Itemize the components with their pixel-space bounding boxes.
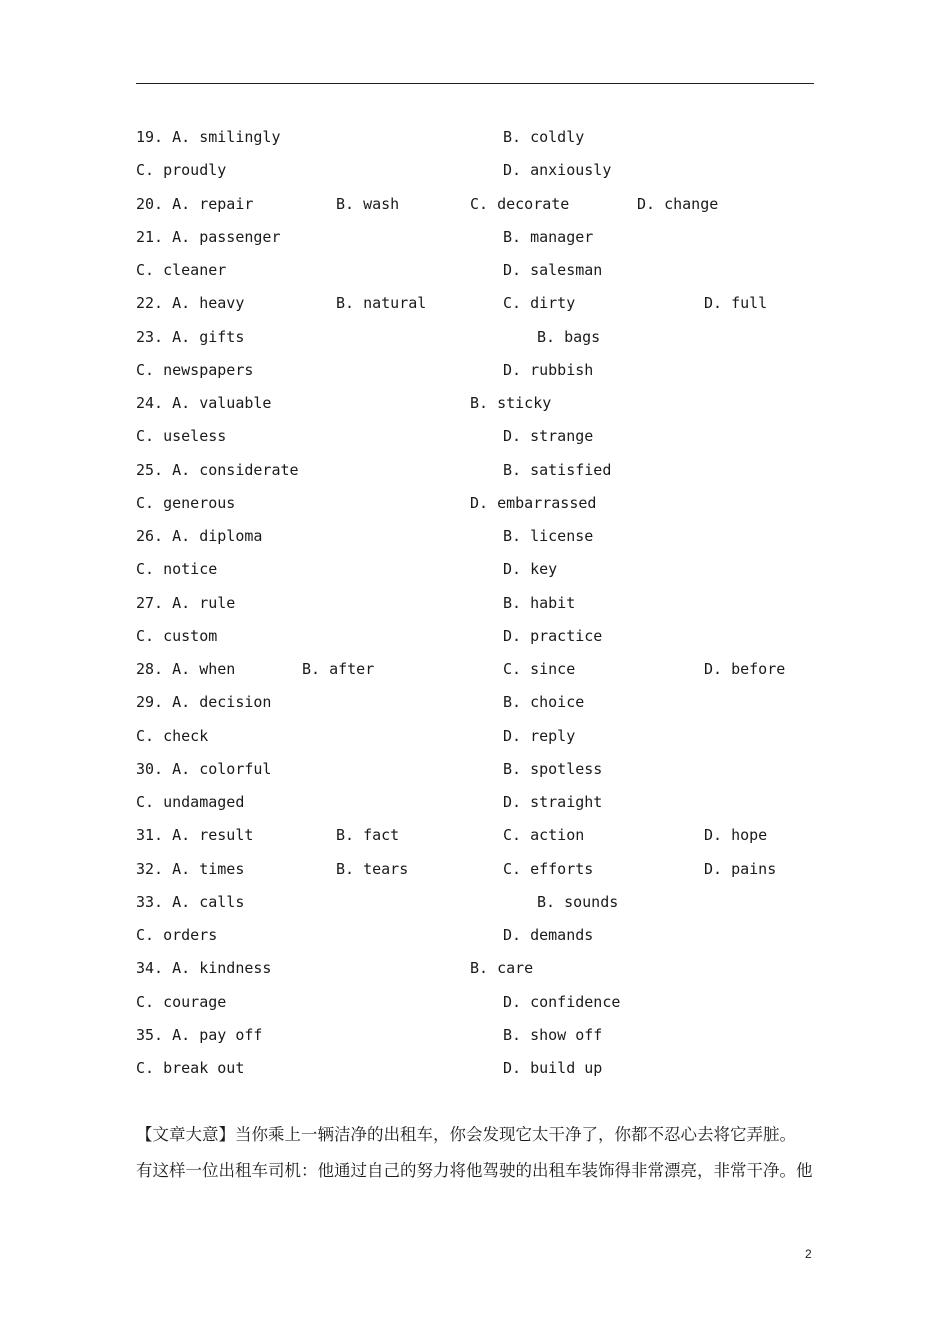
option-line [0, 857, 950, 881]
option-text: D. pains [704, 859, 777, 878]
option-line [0, 225, 950, 249]
option-line [0, 890, 950, 914]
option-line [0, 690, 950, 714]
option-text: C. action [503, 826, 585, 845]
option-line [0, 458, 950, 482]
option-text: D. hope [704, 826, 768, 845]
option-text: D. anxiously [503, 161, 612, 180]
option-text: D. strange [503, 427, 594, 446]
option-text: 21. A. passenger [136, 227, 281, 246]
page-number: 2 [805, 1247, 812, 1261]
summary-line-1: 【文章大意】当你乘上一辆洁净的出租车，你会发现它太干净了，你都不忍心去将它弄脏。 [136, 1125, 796, 1144]
option-text: C. check [136, 726, 209, 745]
option-text: D. straight [503, 793, 603, 811]
option-line [0, 391, 950, 415]
option-line [0, 291, 950, 315]
option-text: C. custom [136, 626, 218, 645]
option-text: 31. A. result [136, 826, 254, 845]
option-text: D. build up [503, 1059, 603, 1077]
option-line [0, 724, 950, 748]
option-line [0, 158, 950, 182]
option-text: D. change [637, 194, 719, 213]
option-line [0, 923, 950, 947]
option-text: 34. A. kindness [136, 959, 272, 978]
option-text: C. dirty [503, 294, 576, 313]
option-text: C. break out [136, 1059, 245, 1077]
option-line [0, 125, 950, 149]
option-text: 33. A. calls [136, 892, 245, 911]
option-text: C. undamaged [136, 793, 245, 811]
option-text: B. show off [503, 1025, 603, 1044]
option-text: B. sounds [537, 892, 619, 911]
option-text: C. efforts [503, 859, 594, 878]
option-text: B. tears [336, 859, 409, 878]
option-text: B. habit [503, 593, 576, 612]
option-text: C. courage [136, 992, 227, 1011]
option-line [0, 823, 950, 847]
option-text: D. demands [503, 926, 594, 944]
option-text: D. key [503, 560, 558, 579]
option-line [0, 1056, 950, 1080]
option-text: B. bags [537, 327, 601, 346]
option-text: 32. A. times [136, 859, 245, 878]
option-line [0, 524, 950, 548]
option-line [0, 790, 950, 814]
option-text: 19. A. smilingly [136, 128, 281, 146]
option-text: D. embarrassed [470, 493, 597, 512]
option-text: B. choice [503, 693, 585, 712]
option-line [0, 491, 950, 515]
option-line [0, 192, 950, 216]
option-line [0, 591, 950, 615]
option-text: 25. A. considerate [136, 460, 299, 479]
option-text: C. proudly [136, 161, 227, 180]
option-text: 20. A. repair [136, 194, 254, 213]
option-text: 35. A. pay off [136, 1025, 263, 1044]
option-text: 30. A. colorful [136, 759, 272, 778]
option-text: B. natural [336, 294, 427, 313]
option-text: D. full [704, 294, 768, 313]
option-text: B. fact [336, 826, 400, 845]
option-text: 28. A. when [136, 660, 236, 678]
option-text: 23. A. gifts [136, 327, 245, 346]
option-text: C. notice [136, 560, 218, 579]
option-text: B. sticky [470, 394, 552, 412]
option-line [0, 325, 950, 349]
option-text: 24. A. valuable [136, 394, 272, 412]
option-text: D. reply [503, 726, 576, 745]
option-line [0, 657, 950, 681]
option-line [0, 424, 950, 448]
option-text: D. before [704, 660, 786, 678]
option-text: 27. A. rule [136, 593, 236, 612]
option-text: C. since [503, 660, 576, 678]
option-line [0, 757, 950, 781]
option-text: B. after [302, 660, 375, 678]
option-text: B. coldly [503, 128, 585, 146]
option-text: C. newspapers [136, 360, 254, 379]
option-line [0, 258, 950, 282]
option-text: C. orders [136, 926, 218, 944]
option-line [0, 1023, 950, 1047]
option-line [0, 557, 950, 581]
option-text: D. practice [503, 626, 603, 645]
option-text: C. cleaner [136, 261, 227, 279]
option-line [0, 956, 950, 980]
option-line [0, 990, 950, 1014]
option-text: B. satisfied [503, 460, 612, 479]
option-text: 26. A. diploma [136, 527, 263, 545]
option-text: D. salesman [503, 261, 603, 279]
option-text: B. care [470, 959, 534, 978]
option-text: B. license [503, 527, 594, 545]
option-text: C. useless [136, 427, 227, 446]
option-text: D. rubbish [503, 360, 594, 379]
summary-line-2: 有这样一位出租车司机：他通过自己的努力将他驾驶的出租车装饰得非常漂亮，非常干净。他 [136, 1161, 813, 1180]
option-text: B. spotless [503, 759, 603, 778]
option-text: B. manager [503, 227, 594, 246]
option-text: B. wash [336, 194, 400, 213]
header-rule [136, 83, 814, 84]
option-line [0, 358, 950, 382]
option-text: 22. A. heavy [136, 294, 245, 313]
option-line [0, 624, 950, 648]
option-text: 29. A. decision [136, 693, 272, 712]
option-text: C. decorate [470, 194, 570, 213]
option-text: C. generous [136, 493, 236, 512]
option-text: D. confidence [503, 992, 621, 1011]
